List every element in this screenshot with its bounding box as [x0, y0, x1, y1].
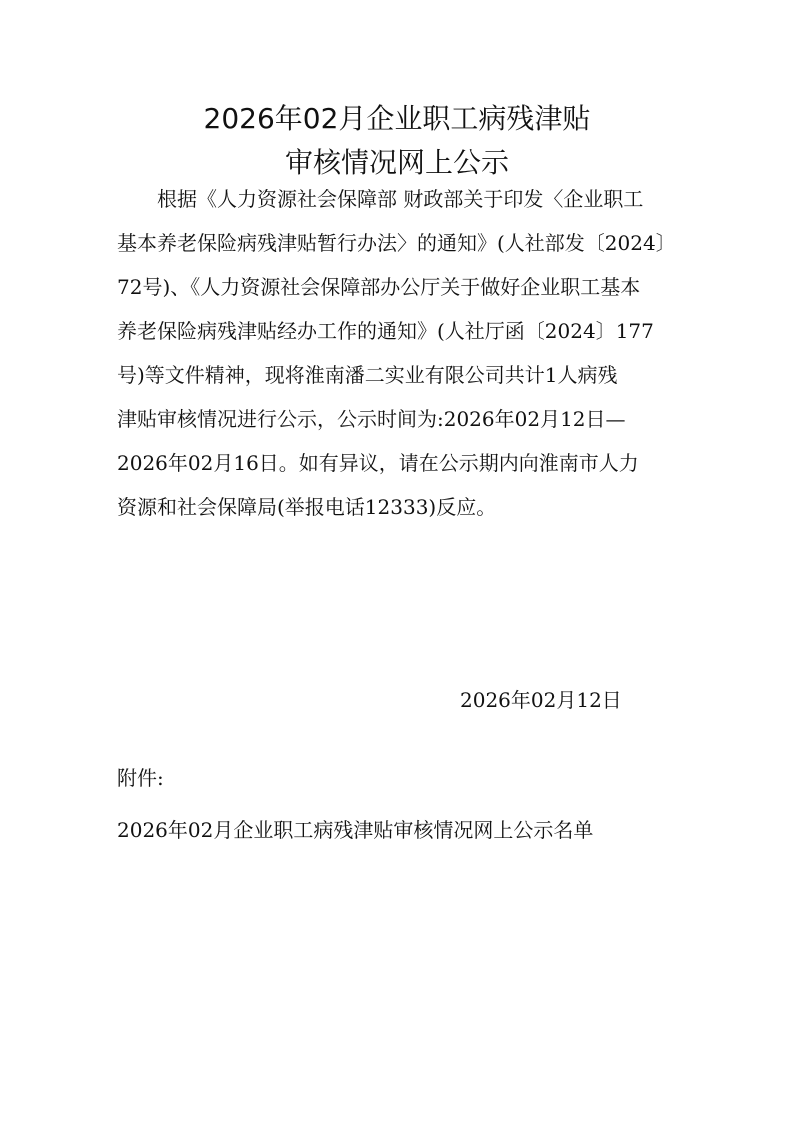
- body-line: 72号)、《人力资源社会保障部办公厅关于做好企业职工基本: [117, 275, 641, 299]
- notice-date: 2026年02月12日: [460, 688, 622, 712]
- attachment-item: 2026年02月企业职工病残津贴审核情况网上公示名单: [117, 818, 594, 842]
- attachment-label: 附件:: [117, 766, 164, 790]
- body-line: 津贴审核情况进行公示，公示时间为:2026年02月12日—: [117, 407, 626, 431]
- body-line: 资源和社会保障局(举报电话12333)反应。: [117, 495, 497, 519]
- body-line: 2026年02月16日。如有异议，请在公示期内向淮南市人力: [117, 451, 639, 475]
- body-line: 养老保险病残津贴经办工作的通知》(人社厅函〔2024〕177: [117, 319, 654, 343]
- page-title-line-1: 2026年02月企业职工病残津贴: [203, 102, 591, 135]
- body-line: 根据《人力资源社会保障部 财政部关于印发〈企业职工: [157, 187, 644, 211]
- page-title-line-2: 审核情况网上公示: [284, 146, 509, 179]
- body-line: 基本养老保险病残津贴暂行办法〉的通知》(人社部发〔2024〕: [117, 231, 676, 255]
- body-line: 号)等文件精神，现将淮南潘二实业有限公司共计1人病残: [117, 363, 618, 387]
